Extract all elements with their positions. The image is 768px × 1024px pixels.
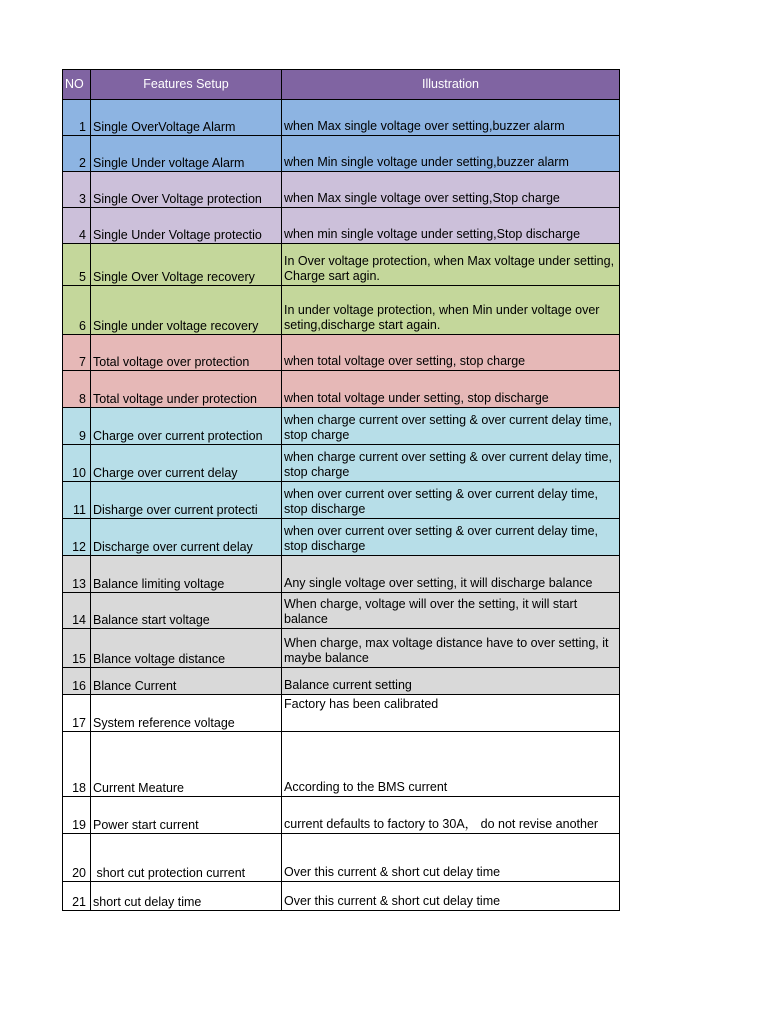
illustration-cell: when total voltage under setting, stop discharge — [282, 371, 620, 408]
feature-cell: Total voltage under protection — [91, 371, 282, 408]
table-row — [63, 519, 620, 556]
illustration-cell: when min single voltage under setting,Stop discharge — [282, 208, 620, 244]
row-number: 4 — [63, 208, 91, 244]
table-row — [63, 445, 620, 482]
spreadsheet-area — [62, 69, 619, 911]
table-row — [63, 834, 620, 882]
table-row — [63, 136, 620, 172]
row-number: 17 — [63, 695, 91, 732]
illustration-cell: In Over voltage protection, when Max voltage under setting, Charge sart agin. — [282, 244, 620, 286]
illustration-cell: when over current over setting & over current delay time, stop discharge — [282, 482, 620, 519]
feature-cell: Balance limiting voltage — [91, 556, 282, 593]
header-no: NO — [63, 70, 91, 100]
row-number: 12 — [63, 519, 91, 556]
feature-cell: System reference voltage — [91, 695, 282, 732]
illustration-cell: when charge current over setting & over current delay time, stop charge — [282, 445, 620, 482]
row-number: 6 — [63, 286, 91, 335]
row-number: 11 — [63, 482, 91, 519]
row-number: 19 — [63, 797, 91, 834]
row-number: 5 — [63, 244, 91, 286]
row-number: 10 — [63, 445, 91, 482]
feature-cell: Single Under voltage Alarm — [91, 136, 282, 172]
table-row — [63, 732, 620, 797]
illustration-cell: Factory has been calibrated — [282, 695, 620, 732]
row-number: 9 — [63, 408, 91, 445]
illustration-cell: when Max single voltage over setting,buzzer alarm — [282, 100, 620, 136]
illustration-cell: When charge, voltage will over the setting, it will start balance — [282, 593, 620, 629]
illustration-cell: current defaults to factory to 30A， do not revise another — [282, 797, 620, 834]
feature-cell: Charge over current protection — [91, 408, 282, 445]
row-number: 13 — [63, 556, 91, 593]
row-number: 8 — [63, 371, 91, 408]
feature-cell: Single Over Voltage recovery — [91, 244, 282, 286]
row-number: 3 — [63, 172, 91, 208]
illustration-cell: when Min single voltage under setting,buzzer alarm — [282, 136, 620, 172]
feature-cell: Single Over Voltage protection — [91, 172, 282, 208]
illustration-cell: In under voltage protection, when Min under voltage over seting,discharge start again. — [282, 286, 620, 335]
feature-cell: Charge over current delay — [91, 445, 282, 482]
table-row — [63, 100, 620, 136]
feature-cell: Single OverVoltage Alarm — [91, 100, 282, 136]
row-number: 16 — [63, 668, 91, 695]
table-row — [63, 335, 620, 371]
illustration-cell: when total voltage over setting, stop charge — [282, 335, 620, 371]
feature-cell: Single Under Voltage protectio — [91, 208, 282, 244]
table-row — [63, 695, 620, 732]
table-row — [63, 668, 620, 695]
table-row — [63, 244, 620, 286]
features-table — [62, 69, 620, 911]
row-number: 7 — [63, 335, 91, 371]
table-row — [63, 408, 620, 445]
row-number: 20 — [63, 834, 91, 882]
feature-cell: short cut protection current — [91, 834, 282, 882]
table-row — [63, 593, 620, 629]
illustration-cell: Balance current setting — [282, 668, 620, 695]
feature-cell: Balance start voltage — [91, 593, 282, 629]
table-row — [63, 629, 620, 668]
illustration-cell: when over current over setting & over current delay time, stop discharge — [282, 519, 620, 556]
feature-cell: short cut delay time — [91, 882, 282, 911]
row-number: 1 — [63, 100, 91, 136]
feature-cell: Blance voltage distance — [91, 629, 282, 668]
table-row — [63, 286, 620, 335]
header-features-setup: Features Setup — [91, 70, 282, 100]
table-row — [63, 482, 620, 519]
feature-cell: Disharge over current protecti — [91, 482, 282, 519]
header-row — [63, 70, 620, 100]
feature-cell: Single under voltage recovery — [91, 286, 282, 335]
illustration-cell: Over this current & short cut delay time — [282, 834, 620, 882]
table-row — [63, 556, 620, 593]
row-number: 18 — [63, 732, 91, 797]
feature-cell: Blance Current — [91, 668, 282, 695]
feature-cell: Total voltage over protection — [91, 335, 282, 371]
feature-cell: Current Meature — [91, 732, 282, 797]
row-number: 14 — [63, 593, 91, 629]
illustration-cell: According to the BMS current — [282, 732, 620, 797]
table-row — [63, 882, 620, 911]
table-row — [63, 371, 620, 408]
table-row — [63, 797, 620, 834]
row-number: 2 — [63, 136, 91, 172]
illustration-cell: when Max single voltage over setting,Stop charge — [282, 172, 620, 208]
illustration-cell: Any single voltage over setting, it will discharge balance — [282, 556, 620, 593]
feature-cell: Power start current — [91, 797, 282, 834]
illustration-cell: When charge, max voltage distance have to over setting, it maybe balance — [282, 629, 620, 668]
row-number: 15 — [63, 629, 91, 668]
table-row — [63, 172, 620, 208]
header-illustration: Illustration — [282, 70, 620, 100]
table-row — [63, 208, 620, 244]
illustration-cell: Over this current & short cut delay time — [282, 882, 620, 911]
row-number: 21 — [63, 882, 91, 911]
illustration-cell: when charge current over setting & over current delay time, stop charge — [282, 408, 620, 445]
feature-cell: Discharge over current delay — [91, 519, 282, 556]
